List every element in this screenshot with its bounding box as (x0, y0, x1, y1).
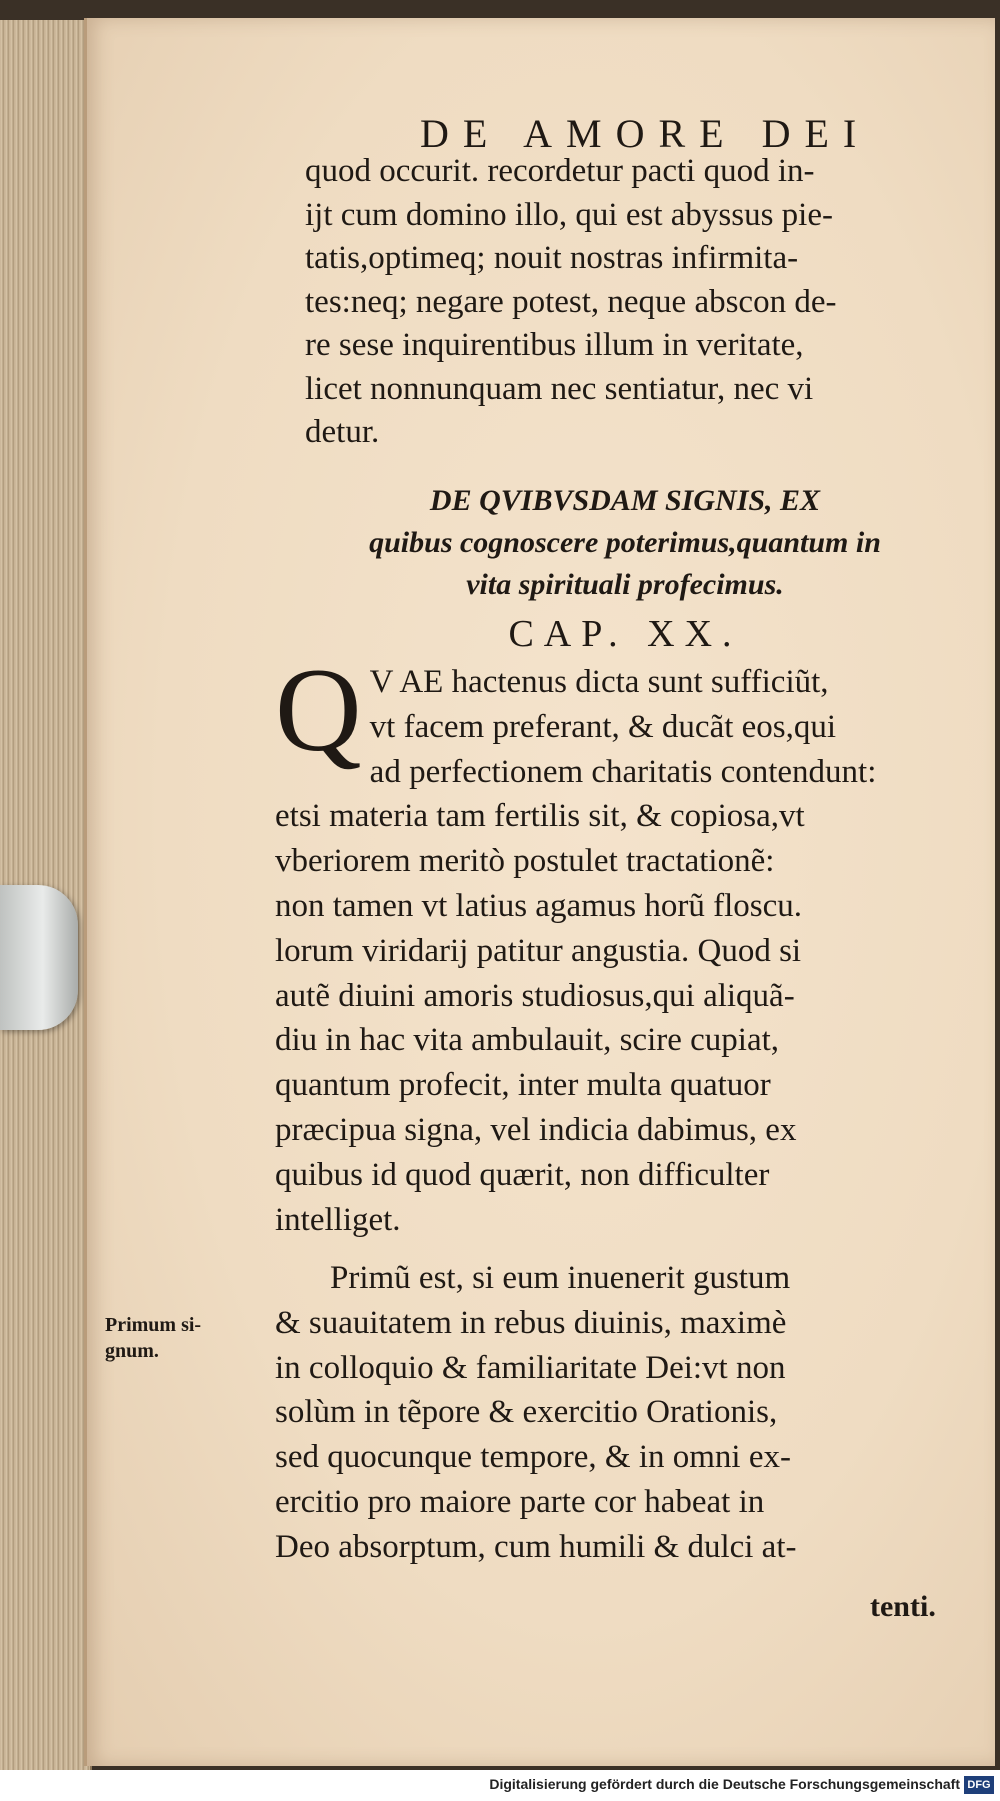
funding-credit: Digitalisierung gefördert durch die Deutsche Forschungsgemeinschaft (489, 1776, 960, 1792)
book-clip (0, 885, 78, 1030)
dfg-logo: DFG (964, 1776, 994, 1794)
text-line: re sese inquirentibus illum in veritate, (305, 327, 804, 363)
text-line: lorum viridarij patitur angustia. Quod si (275, 932, 802, 969)
text-line: in colloquio & familiaritate Dei:vt non (275, 1349, 786, 1386)
text-line: intelliget. (275, 1201, 401, 1238)
text-line: autẽ diuini amoris studiosus,qui aliquã- (275, 977, 795, 1014)
text-line: Primũ est, si eum inuenerit gustum (330, 1260, 791, 1296)
text-line: Deo absorptum, cum humili & dulci at- (275, 1528, 797, 1565)
text-line: tes:neq; negare potest, neque abscon de- (305, 283, 837, 320)
text-line: ad perfectionem charitatis contendunt: (369, 753, 877, 790)
text-line: solùm in tẽpore & exercitio Orationis, (275, 1394, 778, 1431)
chapter-title-line: quibus cognoscere poterimus,quantum in (369, 526, 881, 559)
margin-note-line: gnum. (105, 1340, 159, 1362)
chapter-title (300, 480, 950, 606)
margin-note-line: Primum si- (105, 1314, 202, 1336)
text-line: etsi materia tam fertilis sit, & copiosa,vt (275, 798, 805, 835)
text-line: ijt cum domino illo, qui est abyssus pie- (305, 196, 833, 233)
text-line: diu in hac vita ambulauit, scire cupiat, (275, 1022, 780, 1059)
catchword: tenti. (870, 1590, 936, 1623)
margin-note (105, 1312, 255, 1364)
text-line: vt facem preferant, & ducãt eos,qui (369, 708, 837, 745)
text-line: & suauitatem in rebus diuinis, maximè (275, 1304, 787, 1341)
text-line: vberiorem meritò postulet tractationẽ: (275, 843, 775, 880)
text-line: sed quocunque tempore, & in omni ex- (275, 1439, 791, 1476)
chapter-title-line: vita spirituali profecimus. (466, 568, 784, 601)
text-line: quantum profecit, inter multa quatuor (275, 1067, 771, 1104)
text-line: præcipua signa, vel indicia dabimus, ex (275, 1111, 797, 1148)
chapter-title-line: DE QVIBVSDAM SIGNIS, EX (429, 484, 821, 517)
text-line: V AE hactenus dicta sunt sufficiũt, (369, 664, 829, 700)
paragraph-2 (275, 1256, 955, 1570)
chapter-number: CAP. XX. (508, 613, 742, 655)
text-line: ercitio pro maiore parte cor habeat in (275, 1483, 765, 1520)
drop-capital: Q (275, 643, 362, 776)
text-line: licet nonnunquam nec sentiatur, nec vi (305, 370, 814, 407)
running-title: DE AMORE DEI (420, 111, 871, 156)
text-line: quod occurit. recordetur pacti quod in- (305, 153, 815, 189)
text-line: non tamen vt latius agamus horũ floscu. (275, 887, 802, 924)
paragraph-1 (275, 643, 955, 1242)
text-line: tatis,optimeq; nouit nostras infirmita- (305, 240, 799, 276)
footer-bar (0, 1770, 1000, 1801)
text-line: quibus id quod quærit, non difficulter (275, 1156, 770, 1193)
text-line: detur. (305, 414, 380, 450)
body-text-top (305, 150, 945, 455)
